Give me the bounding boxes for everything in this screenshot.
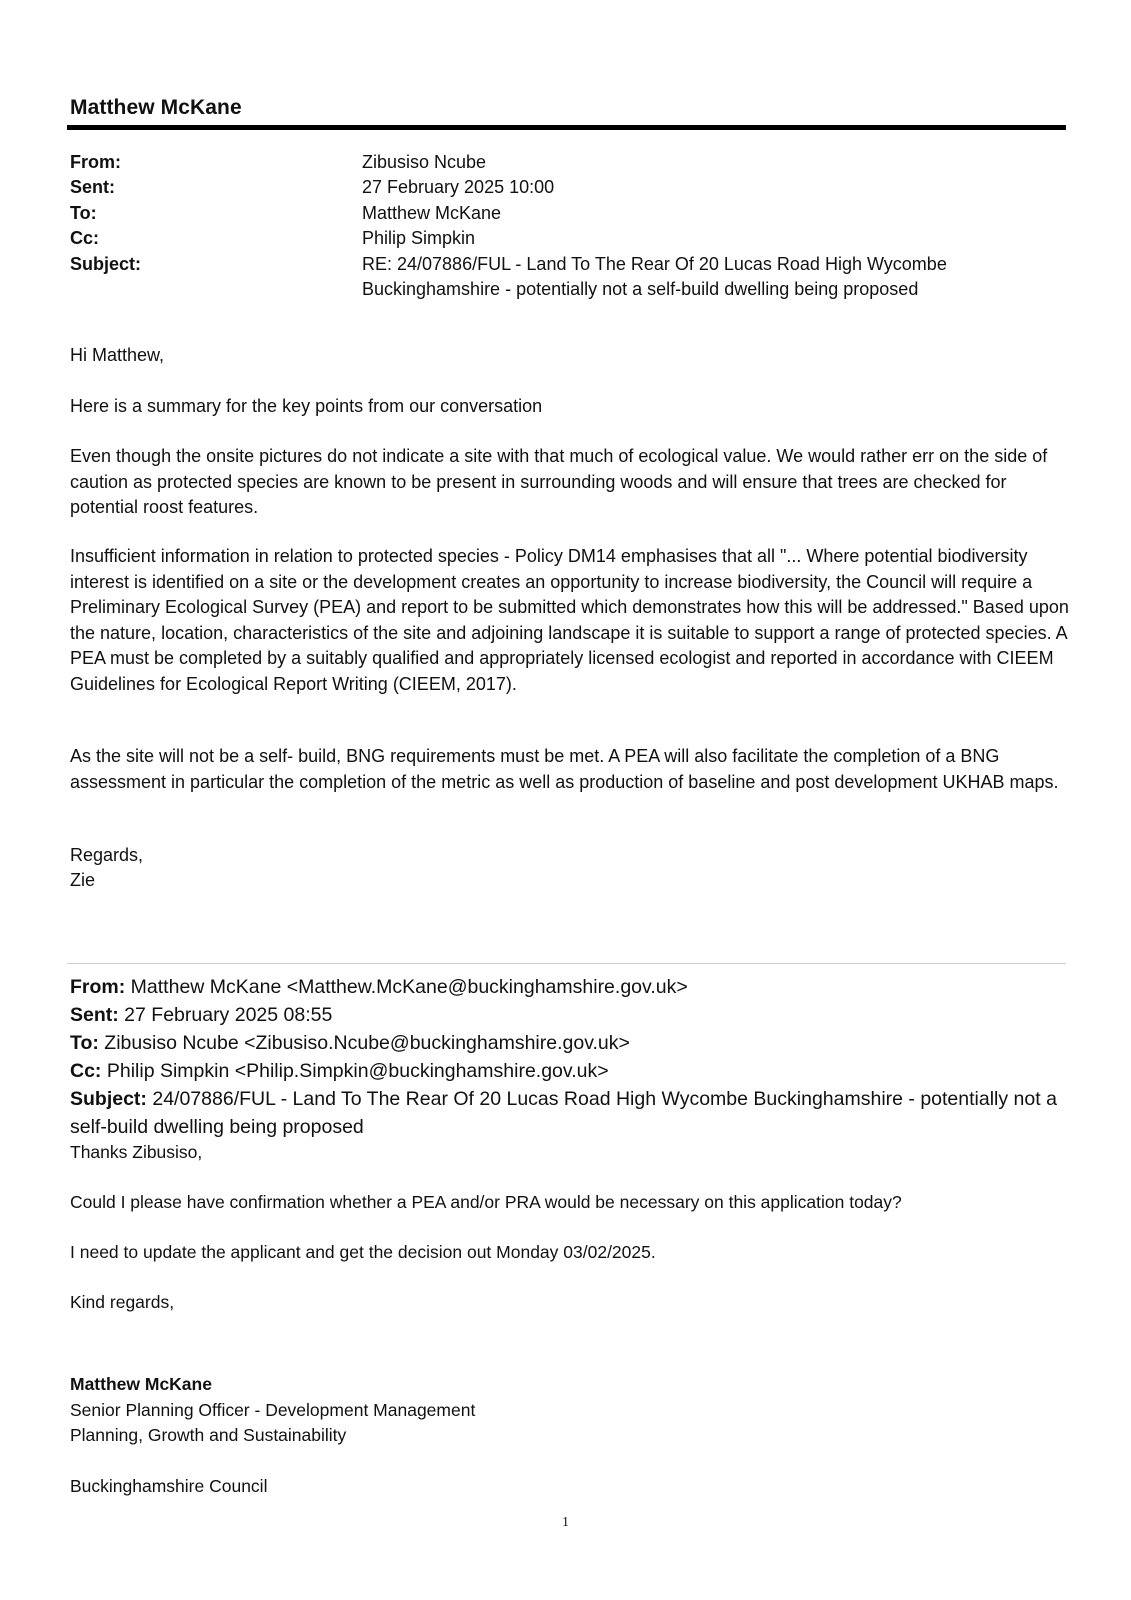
reply-sent-row: [70, 175, 1070, 200]
subject-label: Subject:: [70, 253, 142, 274]
to-value: Matthew McKane: [362, 202, 502, 223]
original-signoff: Kind regards,: [70, 1292, 175, 1312]
signature-title: Senior Planning Officer - Development Management: [70, 1399, 476, 1420]
signature-organisation: Buckinghamshire Council: [70, 1476, 268, 1496]
original-question: Could I please have confirmation whether a PEA and/or PRA would be necessary on this application today?: [70, 1192, 902, 1212]
reply-signoff: Regards,: [70, 845, 144, 865]
email-signature: [70, 1372, 475, 1500]
original-from-label: From:: [70, 976, 126, 998]
reply-paragraph-3: As the site will not be a self- build, BNG requirements must be met. A PEA will also facilitate the completion of a BNG assessment in particular the completion of the metric as well as production of baseline and post development UKHAB maps.: [70, 746, 1059, 792]
quoted-message-divider: [67, 963, 1066, 964]
original-cc-value: Philip Simpkin <Philip.Simpkin@buckinghamshire.gov.uk>: [106, 1060, 609, 1082]
original-update: I need to update the applicant and get the decision out Monday 03/02/2025.: [70, 1242, 656, 1262]
original-to-label: To:: [70, 1032, 99, 1054]
reply-intro: Here is a summary for the key points from our conversation: [70, 396, 543, 416]
reply-from-row: [70, 150, 1070, 175]
subject-line-1: RE: 24/07886/FUL - Land To The Rear Of 20 Lucas Road High Wycombe: [362, 253, 947, 274]
original-sent-label: Sent:: [70, 1004, 119, 1026]
original-sent-row: [70, 1001, 1070, 1029]
title-rule: [67, 125, 1066, 130]
original-subject-value: 24/07886/FUL - Land To The Rear Of 20 Lucas Road High Wycombe Buckinghamshire - potentially not a self-build dwelling being proposed: [70, 1088, 1057, 1138]
original-sent-value: 27 February 2025 08:55: [124, 1004, 333, 1026]
from-label: From:: [70, 152, 121, 172]
reply-paragraph-1: Even though the onsite pictures do not indicate a site with that much of ecological value. We would rather err on the side of caution as protected species are known to be present in surrounding woods and will ensure that trees are checked for potential roost features.: [70, 446, 1048, 517]
original-subject-label: Subject:: [70, 1088, 147, 1110]
page-number: 1: [562, 1515, 569, 1530]
original-cc-row: [70, 1057, 1070, 1085]
mailbox-owner-name: Matthew McKane: [70, 96, 242, 119]
sent-label: Sent:: [70, 177, 115, 198]
original-cc-label: Cc:: [70, 1060, 102, 1082]
subject-value: [362, 252, 1070, 303]
original-subject-row: [70, 1085, 1070, 1141]
reply-cc-row: [70, 226, 1070, 251]
signature-name: Matthew McKane: [70, 1374, 212, 1394]
reply-paragraph-2: Insufficient information in relation to protected species - Policy DM14 emphasises that all "... Where potential biodiversity interest is identified on a site or the development creates an opportunity to increase biodiversity, the Council will require a Preliminary Ecological Survey (PEA) and report to be submitted which demonstrates how this will be addressed." Based upon the nature, location, characteristics of the site and adjoining landscape it is suitable to support a range of protected species. A PEA must be completed by a suitably qualified and appropriately licensed ecologist and reported in accordance with CIEEM Guidelines for Ecological Report Writing (CIEEM, 2017).: [70, 546, 1069, 694]
original-to-row: [70, 1029, 1070, 1057]
original-greeting: Thanks Zibusiso,: [70, 1142, 203, 1162]
reply-header: [70, 150, 1070, 302]
original-from-value: Matthew McKane <Matthew.McKane@buckinghamshire.gov.uk>: [130, 976, 688, 998]
original-to-value: Zibusiso Ncube <Zibusiso.Ncube@buckinghamshire.gov.uk>: [104, 1032, 630, 1054]
reply-greeting: Hi Matthew,: [70, 345, 165, 365]
reply-subject-row: [70, 252, 1070, 303]
cc-label: Cc:: [70, 228, 100, 249]
cc-value: Philip Simpkin: [362, 228, 476, 249]
to-label: To:: [70, 202, 97, 223]
original-header: [70, 973, 1070, 1141]
reply-to-row: [70, 201, 1070, 226]
signature-department: Planning, Growth and Sustainability: [70, 1425, 347, 1445]
from-value: Zibusiso Ncube: [362, 152, 487, 172]
original-from-row: [70, 973, 1070, 1001]
subject-line-2: Buckinghamshire - potentially not a self-build dwelling being proposed: [362, 279, 919, 300]
reply-signer: Zie: [70, 870, 96, 890]
sent-value: 27 February 2025 10:00: [362, 177, 555, 198]
